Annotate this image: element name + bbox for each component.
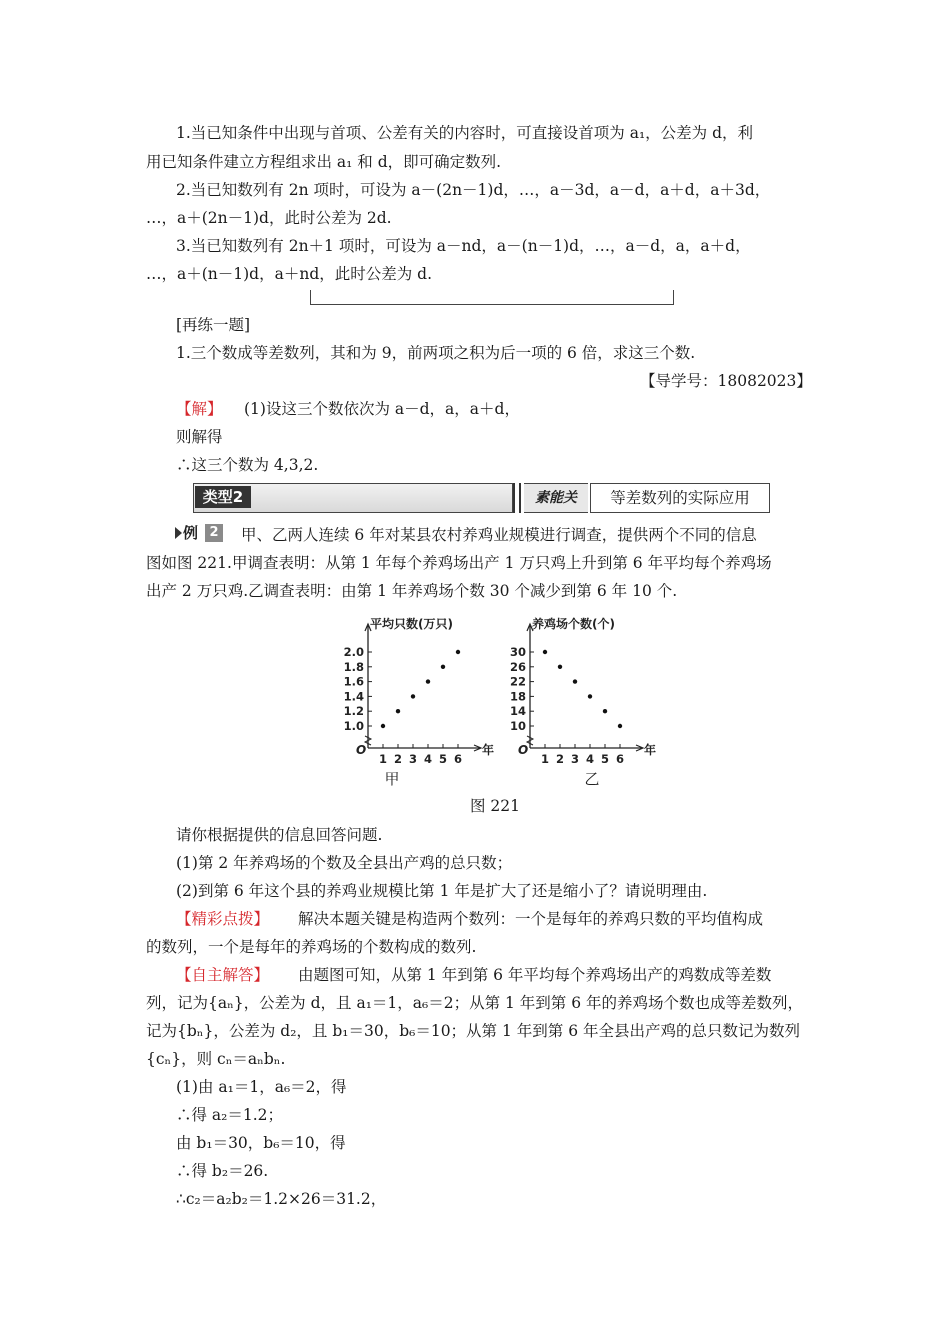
y-tick-label: 1.6 [343, 674, 364, 689]
text-line: 【导学号：18082023】 [640, 372, 812, 390]
text-line: ∴得 b₂＝26. [176, 1162, 269, 1180]
text-line: 则解得 [176, 428, 223, 446]
data-point [543, 650, 547, 654]
origin-label: O [518, 743, 529, 757]
y-tick-label: 2.0 [343, 645, 364, 659]
text-line: {cₙ}，则 cₙ＝aₙbₙ. [146, 1050, 286, 1068]
y-tick-label: 1.4 [343, 689, 364, 704]
text-line: 请你根据提供的信息回答问题. [176, 826, 383, 844]
text-line: 出产 2 万只鸡.乙调查表明：由第 1 年养鸡场个数 30 个减少到第 6 年 10 个. [146, 582, 678, 600]
y-tick-label: 1.0 [343, 719, 364, 733]
text-line: [再练一题] [176, 316, 251, 334]
chart-yi [492, 612, 657, 792]
y-tick-label: 1.8 [343, 659, 364, 674]
x-tick-label: 1 [378, 752, 388, 766]
text-line: 的数列，一个是每年的养鸡场的个数构成的数列. [146, 938, 477, 956]
y-tick-label: 1.2 [343, 704, 364, 719]
example-badge [175, 523, 225, 543]
x-tick-label: 2 [393, 752, 403, 766]
chart-jia [330, 612, 495, 792]
text-line: 图如图 221.甲调查表明：从第 1 年每个养鸡场出产 1 万只鸡上升到第 6 年平均每个养鸡场 [146, 554, 772, 572]
example-label: 例 [183, 524, 199, 542]
text-line: 列，记为{aₙ}，公差为 d，且 a₁＝1，a₆＝2；从第 1 年到第 6 年的养鸡场个数也成等差数列， [146, 994, 804, 1012]
y-tick-label: 22 [509, 674, 526, 689]
data-point [381, 724, 385, 728]
x-tick-label: 4 [423, 752, 433, 766]
text-line: (1)第 2 年养鸡场的个数及全县出产鸡的总只数； [176, 854, 513, 872]
chart-caption: 甲 [384, 770, 400, 788]
data-point [558, 665, 562, 669]
x-tick-label: 6 [615, 752, 625, 766]
y-axis-label: 养鸡场个数(个) [532, 617, 615, 631]
data-point [588, 694, 592, 698]
y-tick-label: 14 [509, 704, 526, 719]
figure-caption: 图 221 [470, 797, 521, 815]
data-point [411, 694, 415, 698]
solution-label: 【解】 [176, 400, 223, 418]
section-bracket [310, 290, 674, 305]
x-axis-label: 年 [482, 743, 495, 757]
text-line: (1)由 a₁＝1，a₆＝2，得 [176, 1078, 347, 1096]
chart-caption: 乙 [584, 770, 600, 788]
data-point [456, 650, 460, 654]
x-tick-label: 1 [540, 752, 550, 766]
text-line: 1.三个数成等差数列，其和为 9，前两项之积为后一项的 6 倍，求这三个数. [176, 344, 696, 362]
topic-title: 等差数列的实际应用 [590, 483, 770, 513]
y-tick-label: 30 [509, 645, 526, 659]
x-axis-label: 年 [644, 743, 657, 757]
text-line: 用已知条件建立方程组求出 a₁ 和 d，即可确定数列. [146, 153, 502, 171]
text-line: 解决本题关键是构造两个数列：一个是每年的养鸡只数的平均值构成 [298, 910, 764, 928]
text-line: 甲、乙两人连续 6 年对某县农村养鸡业规模进行调查，提供两个不同的信息 [241, 526, 757, 544]
data-point [396, 709, 400, 713]
x-tick-label: 6 [453, 752, 463, 766]
x-tick-label: 5 [600, 752, 610, 766]
data-point [603, 709, 607, 713]
text-line: 2.当已知数列有 2n 项时，可设为 a－(2n－1)d，…，a－3d，a－d，a＋d，a＋3d， [176, 181, 771, 199]
type-banner [193, 483, 772, 513]
example-number: 2 [205, 524, 223, 542]
key-points-label: 【精彩点拨】 [176, 910, 270, 928]
text-line: (1)设这三个数依次为 a－d，a，a＋d， [244, 400, 520, 418]
text-line: 记为{bₙ}，公差为 d₂，且 b₁＝30，b₆＝10；从第 1 年到第 6 年全县出产鸡的总只数记为数列 [146, 1022, 800, 1040]
text-line: ∴c₂＝a₂b₂＝1.2×26＝31.2， [176, 1190, 387, 1208]
self-answer-label: 【自主解答】 [176, 966, 270, 984]
x-tick-label: 2 [555, 752, 565, 766]
banner-divider [513, 483, 521, 513]
data-point [573, 679, 577, 683]
x-tick-label: 3 [408, 752, 418, 766]
text-line: (2)到第 6 年这个县的养鸡业规模比第 1 年是扩大了还是缩小了？请说明理由. [176, 882, 708, 900]
x-tick-label: 3 [570, 752, 580, 766]
data-point [618, 724, 622, 728]
text-line: 3.当已知数列有 2n＋1 项时，可设为 a－nd，a－(n－1)d，…，a－d，a，a＋d， [176, 237, 751, 255]
data-point [441, 665, 445, 669]
y-axis-label: 平均只数(万只) [370, 617, 453, 631]
skill-tag: 素能关 [524, 483, 588, 513]
y-tick-label: 26 [509, 659, 526, 674]
text-line: 1.当已知条件中出现与首项、公差有关的内容时，可直接设首项为 a₁，公差为 d，利 [176, 124, 754, 142]
origin-label: O [356, 743, 367, 757]
play-icon [175, 527, 182, 539]
y-tick-label: 18 [509, 689, 526, 704]
y-tick-label: 10 [509, 719, 526, 733]
text-line: ∴这三个数为 4,3,2. [176, 456, 319, 474]
text-line: 由 b₁＝30，b₆＝10，得 [176, 1134, 346, 1152]
x-tick-label: 5 [438, 752, 448, 766]
x-tick-label: 4 [585, 752, 595, 766]
text-line: …，a＋(n－1)d，a＋nd，此时公差为 d. [146, 265, 433, 283]
data-point [426, 679, 430, 683]
text-line: ∴得 a₂＝1.2； [176, 1106, 284, 1124]
text-line: 由题图可知，从第 1 年到第 6 年平均每个养鸡场出产的鸡数成等差数 [298, 966, 772, 984]
type-tag: 类型2 [195, 486, 251, 508]
text-line: …，a＋(2n－1)d，此时公差为 2d. [146, 209, 392, 227]
